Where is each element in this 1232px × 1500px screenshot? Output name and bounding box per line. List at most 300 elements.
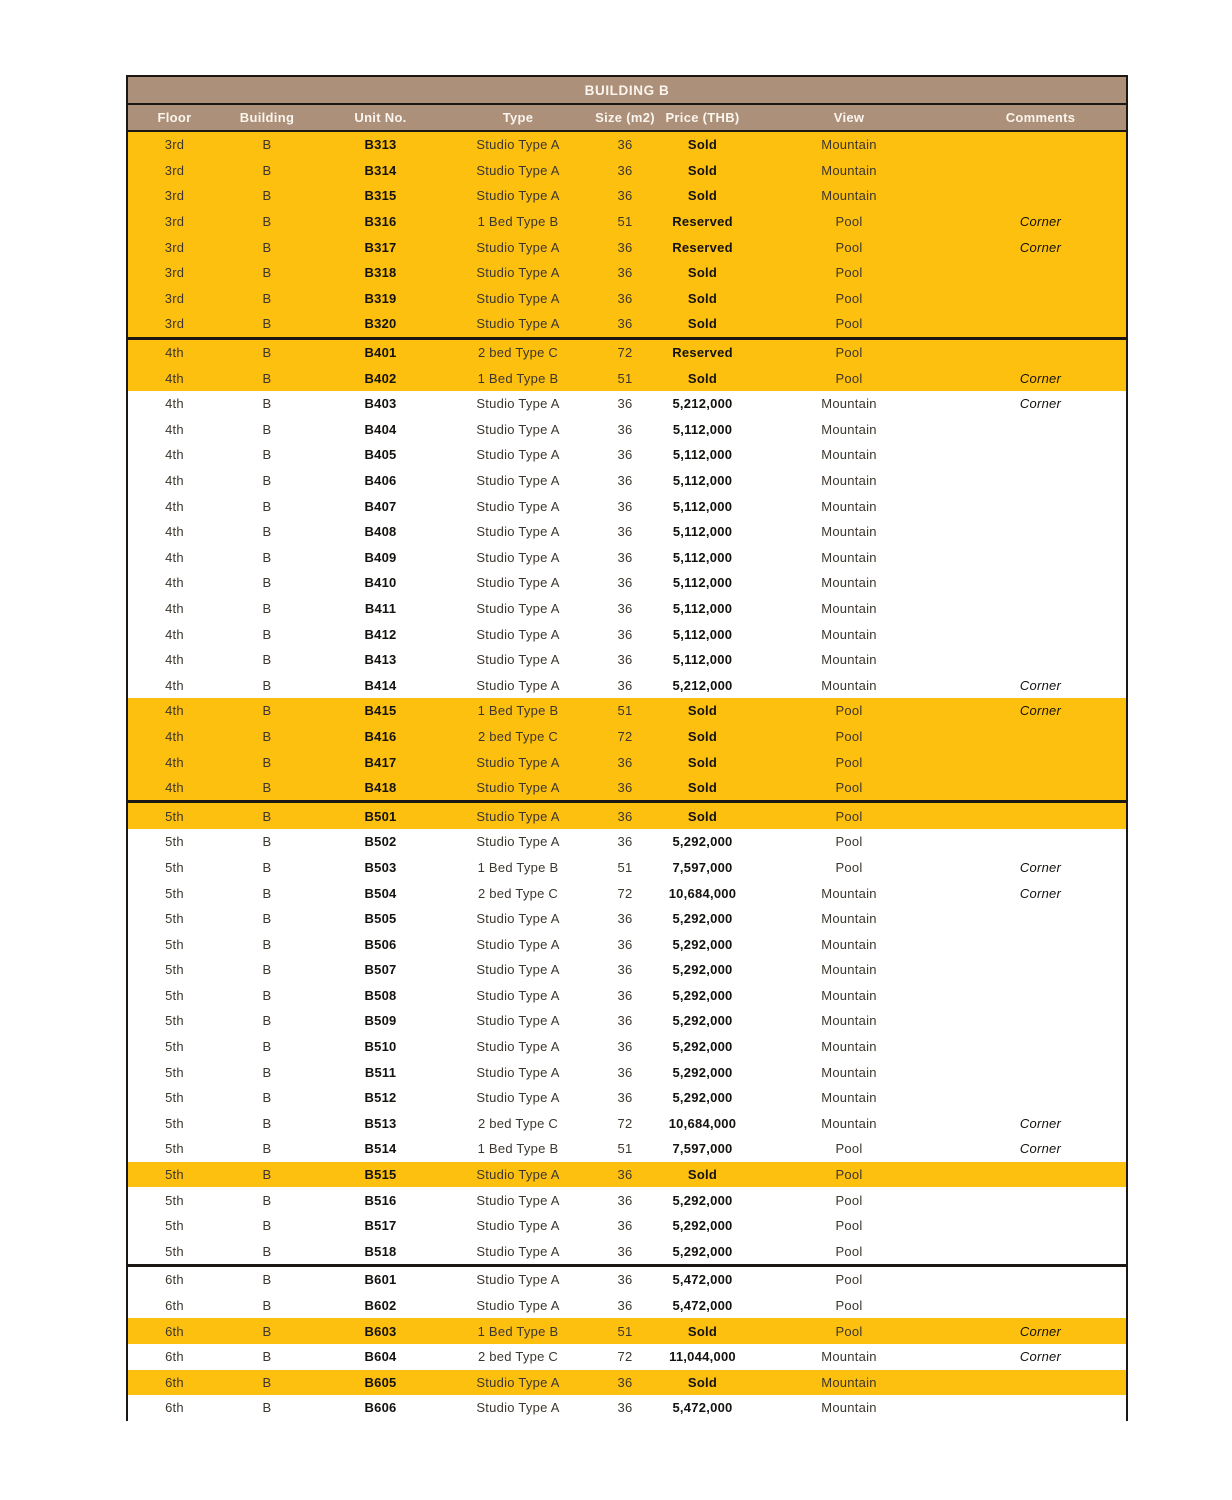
cell-price: 7,597,000 — [672, 859, 733, 875]
cell-unit: B506 — [364, 936, 397, 952]
cell-type: Studio Type A — [476, 162, 560, 178]
cell-comments: Corner — [1019, 1349, 1062, 1365]
cell-floor: 6th — [165, 1349, 184, 1365]
cell-size: 36 — [617, 162, 633, 178]
cell-unit: B410 — [364, 575, 397, 591]
cell-unit: B414 — [364, 677, 397, 693]
cell-floor: 5th — [165, 1218, 184, 1234]
cell-building: B — [262, 345, 272, 361]
cell-unit: B514 — [364, 1141, 397, 1157]
cell-comments: Corner — [1019, 885, 1062, 901]
cell-floor: 4th — [165, 370, 184, 386]
cell-unit: B401 — [364, 345, 397, 361]
cell-type: Studio Type A — [476, 316, 560, 332]
cell-unit: B507 — [364, 962, 397, 978]
cell-type: Studio Type A — [476, 265, 560, 281]
table-row — [128, 698, 1126, 724]
table-row — [128, 519, 1126, 545]
cell-building: B — [262, 936, 272, 952]
cell-size: 36 — [617, 600, 633, 616]
cell-view: Mountain — [821, 1090, 877, 1106]
cell-comments: Corner — [1019, 677, 1062, 693]
cell-size: 36 — [617, 677, 633, 693]
table-row — [128, 1318, 1126, 1344]
cell-type: Studio Type A — [476, 290, 560, 306]
table-row — [128, 493, 1126, 519]
cell-size: 36 — [617, 1039, 633, 1055]
cell-price: Reserved — [672, 345, 733, 361]
cell-floor: 4th — [165, 754, 184, 770]
cell-size: 36 — [617, 1064, 633, 1080]
cell-floor: 4th — [165, 677, 184, 693]
column-header-size: Size (m2) — [595, 110, 655, 125]
table-row — [128, 829, 1126, 855]
cell-price: Sold — [687, 137, 718, 153]
cell-view: Mountain — [821, 885, 877, 901]
cell-building: B — [262, 780, 272, 796]
cell-price: 5,112,000 — [672, 498, 733, 514]
cell-unit: B516 — [364, 1192, 397, 1208]
cell-type: 1 Bed Type B — [477, 214, 559, 230]
table-row — [128, 931, 1126, 957]
cell-size: 72 — [617, 1349, 633, 1365]
cell-building: B — [262, 524, 272, 540]
table-row — [128, 775, 1126, 801]
cell-building: B — [262, 575, 272, 591]
cell-type: Studio Type A — [476, 834, 560, 850]
cell-unit: B319 — [364, 290, 397, 306]
cell-unit: B404 — [364, 421, 397, 437]
cell-type: Studio Type A — [476, 498, 560, 514]
cell-floor: 3rd — [164, 162, 185, 178]
cell-floor: 5th — [165, 1167, 184, 1183]
cell-view: Mountain — [821, 911, 877, 927]
cell-type: Studio Type A — [476, 1167, 560, 1183]
cell-unit: B403 — [364, 396, 397, 412]
cell-view: Pool — [835, 345, 863, 361]
cell-building: B — [262, 1400, 272, 1416]
cell-unit: B402 — [364, 370, 397, 386]
cell-view: Pool — [835, 1167, 863, 1183]
table-row — [128, 468, 1126, 494]
cell-type: Studio Type A — [476, 780, 560, 796]
cell-price: 10,684,000 — [668, 885, 737, 901]
cell-unit: B320 — [364, 316, 397, 332]
cell-size: 51 — [617, 214, 633, 230]
column-header-view: View — [833, 110, 865, 125]
table-row — [128, 1034, 1126, 1060]
cell-comments: Corner — [1019, 239, 1062, 255]
cell-unit: B511 — [364, 1064, 397, 1080]
cell-size: 36 — [617, 1090, 633, 1106]
table-row — [128, 983, 1126, 1009]
cell-floor: 5th — [165, 987, 184, 1003]
cell-view: Mountain — [821, 626, 877, 642]
cell-floor: 5th — [165, 1141, 184, 1157]
cell-floor: 5th — [165, 1064, 184, 1080]
cell-view: Pool — [835, 1243, 863, 1259]
cell-price: 5,112,000 — [672, 473, 733, 489]
cell-building: B — [262, 1192, 272, 1208]
cell-price: Sold — [687, 188, 718, 204]
cell-price: 5,112,000 — [672, 421, 733, 437]
table-row — [128, 957, 1126, 983]
cell-view: Mountain — [821, 962, 877, 978]
cell-building: B — [262, 834, 272, 850]
cell-floor: 5th — [165, 808, 184, 824]
cell-floor: 5th — [165, 834, 184, 850]
cell-building: B — [262, 396, 272, 412]
cell-price: 5,292,000 — [672, 936, 733, 952]
cell-size: 36 — [617, 1218, 633, 1234]
cell-building: B — [262, 677, 272, 693]
cell-unit: B605 — [364, 1374, 397, 1390]
cell-comments: Corner — [1019, 370, 1062, 386]
cell-size: 51 — [617, 370, 633, 386]
column-header-type: Type — [502, 110, 534, 125]
cell-unit: B505 — [364, 911, 397, 927]
cell-size: 51 — [617, 703, 633, 719]
cell-price: 5,112,000 — [672, 626, 733, 642]
table-row — [128, 906, 1126, 932]
cell-building: B — [262, 600, 272, 616]
cell-building: B — [262, 626, 272, 642]
cell-size: 36 — [617, 780, 633, 796]
cell-price: Sold — [687, 1374, 718, 1390]
cell-view: Mountain — [821, 524, 877, 540]
table-title-bar — [128, 77, 1126, 105]
cell-building: B — [262, 421, 272, 437]
table-row — [128, 1187, 1126, 1213]
cell-view: Pool — [835, 1272, 863, 1288]
cell-type: Studio Type A — [476, 549, 560, 565]
table-row — [128, 209, 1126, 235]
cell-floor: 3rd — [164, 239, 185, 255]
cell-size: 36 — [617, 1013, 633, 1029]
cell-building: B — [262, 316, 272, 332]
cell-floor: 4th — [165, 524, 184, 540]
cell-comments: Corner — [1019, 396, 1062, 412]
cell-floor: 3rd — [164, 290, 185, 306]
cell-view: Mountain — [821, 473, 877, 489]
table-row — [128, 337, 1126, 366]
table-row — [128, 1085, 1126, 1111]
cell-view: Pool — [835, 1298, 863, 1314]
cell-price: 5,112,000 — [672, 524, 733, 540]
table-row — [128, 880, 1126, 906]
cell-price: 5,112,000 — [672, 549, 733, 565]
cell-view: Mountain — [821, 575, 877, 591]
cell-price: Sold — [687, 754, 718, 770]
cell-price: Sold — [687, 808, 718, 824]
cell-unit: B502 — [364, 834, 397, 850]
cell-type: Studio Type A — [476, 936, 560, 952]
table-row — [128, 800, 1126, 829]
cell-view: Pool — [835, 728, 863, 744]
table-row — [128, 1264, 1126, 1293]
cell-price: 5,212,000 — [672, 396, 733, 412]
cell-type: 1 Bed Type B — [477, 703, 559, 719]
table-row — [128, 672, 1126, 698]
cell-price: 5,292,000 — [672, 1064, 733, 1080]
cell-size: 72 — [617, 345, 633, 361]
cell-size: 36 — [617, 936, 633, 952]
cell-building: B — [262, 498, 272, 514]
cell-view: Mountain — [821, 936, 877, 952]
cell-price: Sold — [687, 162, 718, 178]
table-row — [128, 855, 1126, 881]
cell-floor: 4th — [165, 345, 184, 361]
table-row — [128, 1136, 1126, 1162]
cell-size: 36 — [617, 808, 633, 824]
cell-floor: 3rd — [164, 137, 185, 153]
cell-view: Mountain — [821, 1349, 877, 1365]
cell-floor: 4th — [165, 703, 184, 719]
cell-unit: B510 — [364, 1039, 397, 1055]
cell-type: Studio Type A — [476, 524, 560, 540]
cell-price: 7,597,000 — [672, 1141, 733, 1157]
cell-floor: 5th — [165, 1090, 184, 1106]
cell-building: B — [262, 1090, 272, 1106]
cell-view: Pool — [835, 859, 863, 875]
cell-type: Studio Type A — [476, 396, 560, 412]
cell-comments: Corner — [1019, 703, 1062, 719]
cell-type: 2 bed Type C — [477, 728, 559, 744]
cell-price: 5,472,000 — [672, 1272, 733, 1288]
table-row — [128, 596, 1126, 622]
cell-floor: 4th — [165, 549, 184, 565]
cell-view: Mountain — [821, 1374, 877, 1390]
table-row — [128, 1111, 1126, 1137]
cell-size: 36 — [617, 754, 633, 770]
cell-unit: B518 — [364, 1243, 397, 1259]
cell-size: 72 — [617, 885, 633, 901]
cell-view: Mountain — [821, 1039, 877, 1055]
cell-size: 36 — [617, 962, 633, 978]
cell-view: Mountain — [821, 421, 877, 437]
cell-price: 5,472,000 — [672, 1400, 733, 1416]
cell-size: 72 — [617, 728, 633, 744]
cell-type: Studio Type A — [476, 1064, 560, 1080]
cell-building: B — [262, 137, 272, 153]
cell-type: Studio Type A — [476, 652, 560, 668]
cell-view: Pool — [835, 1218, 863, 1234]
cell-type: Studio Type A — [476, 1243, 560, 1259]
table-row — [128, 391, 1126, 417]
cell-size: 36 — [617, 549, 633, 565]
cell-unit: B408 — [364, 524, 397, 540]
cell-type: Studio Type A — [476, 447, 560, 463]
cell-unit: B407 — [364, 498, 397, 514]
cell-view: Mountain — [821, 1400, 877, 1416]
cell-price: 5,292,000 — [672, 1243, 733, 1259]
cell-building: B — [262, 1374, 272, 1390]
column-header-floor: Floor — [157, 110, 192, 125]
cell-unit: B413 — [364, 652, 397, 668]
cell-floor: 5th — [165, 1115, 184, 1131]
cell-type: Studio Type A — [476, 1272, 560, 1288]
cell-unit: B513 — [364, 1115, 397, 1131]
cell-building: B — [262, 1064, 272, 1080]
cell-floor: 6th — [165, 1272, 184, 1288]
cell-floor: 6th — [165, 1374, 184, 1390]
cell-size: 36 — [617, 473, 633, 489]
cell-type: Studio Type A — [476, 239, 560, 255]
cell-view: Pool — [835, 703, 863, 719]
cell-building: B — [262, 859, 272, 875]
cell-price: Sold — [687, 728, 718, 744]
cell-building: B — [262, 754, 272, 770]
cell-floor: 5th — [165, 911, 184, 927]
cell-type: Studio Type A — [476, 626, 560, 642]
cell-building: B — [262, 447, 272, 463]
cell-price: 5,112,000 — [672, 575, 733, 591]
cell-type: Studio Type A — [476, 421, 560, 437]
cell-floor: 4th — [165, 652, 184, 668]
cell-price: 11,044,000 — [669, 1349, 736, 1365]
cell-unit: B515 — [364, 1167, 397, 1183]
cell-size: 36 — [617, 316, 633, 332]
cell-floor: 6th — [165, 1400, 184, 1416]
cell-unit: B415 — [364, 703, 397, 719]
cell-building: B — [262, 290, 272, 306]
cell-building: B — [262, 1323, 272, 1339]
cell-unit: B604 — [364, 1349, 397, 1365]
cell-view: Pool — [835, 808, 863, 824]
cell-building: B — [262, 962, 272, 978]
cell-price: 5,112,000 — [672, 447, 733, 463]
cell-unit: B509 — [364, 1013, 397, 1029]
cell-unit: B416 — [364, 728, 397, 744]
table-row — [128, 158, 1126, 184]
table-row — [128, 260, 1126, 286]
cell-size: 36 — [617, 265, 633, 281]
table-row — [128, 1059, 1126, 1085]
cell-unit: B517 — [364, 1218, 397, 1234]
cell-comments: Corner — [1019, 1323, 1062, 1339]
cell-price: 5,292,000 — [672, 1218, 733, 1234]
cell-unit: B512 — [364, 1090, 397, 1106]
cell-floor: 4th — [165, 626, 184, 642]
cell-type: Studio Type A — [476, 677, 560, 693]
cell-size: 36 — [617, 1298, 633, 1314]
cell-price: Sold — [687, 316, 718, 332]
cell-unit: B406 — [364, 473, 397, 489]
cell-floor: 5th — [165, 1243, 184, 1259]
cell-size: 36 — [617, 987, 633, 1003]
cell-floor: 4th — [165, 780, 184, 796]
table-header-row — [128, 105, 1126, 132]
cell-unit: B503 — [364, 859, 397, 875]
cell-price: Sold — [687, 265, 718, 281]
cell-building: B — [262, 370, 272, 386]
cell-building: B — [262, 728, 272, 744]
cell-type: Studio Type A — [476, 1192, 560, 1208]
cell-unit: B315 — [364, 188, 397, 204]
table-row — [128, 132, 1126, 158]
cell-building: B — [262, 652, 272, 668]
table-row — [128, 365, 1126, 391]
cell-size: 36 — [617, 1374, 633, 1390]
cell-view: Mountain — [821, 188, 877, 204]
cell-type: Studio Type A — [476, 1374, 560, 1390]
cell-view: Mountain — [821, 162, 877, 178]
cell-size: 36 — [617, 447, 633, 463]
cell-size: 36 — [617, 1167, 633, 1183]
cell-price: 5,292,000 — [672, 962, 733, 978]
table-row — [128, 1370, 1126, 1396]
cell-building: B — [262, 1272, 272, 1288]
cell-size: 36 — [617, 396, 633, 412]
column-header-comments: Comments — [1005, 110, 1076, 125]
cell-floor: 5th — [165, 936, 184, 952]
cell-building: B — [262, 214, 272, 230]
cell-building: B — [262, 1218, 272, 1234]
cell-size: 36 — [617, 911, 633, 927]
cell-price: Sold — [687, 780, 718, 796]
cell-unit: B501 — [364, 808, 397, 824]
building-b-table — [126, 75, 1128, 1421]
cell-type: Studio Type A — [476, 808, 560, 824]
cell-size: 36 — [617, 834, 633, 850]
table-row — [128, 545, 1126, 571]
cell-type: Studio Type A — [476, 754, 560, 770]
cell-view: Mountain — [821, 987, 877, 1003]
cell-floor: 3rd — [164, 265, 185, 281]
cell-unit: B411 — [364, 600, 397, 616]
cell-type: Studio Type A — [476, 1090, 560, 1106]
cell-comments: Corner — [1019, 859, 1062, 875]
cell-building: B — [262, 911, 272, 927]
table-row — [128, 286, 1126, 312]
cell-size: 51 — [617, 1141, 633, 1157]
cell-unit: B601 — [364, 1272, 397, 1288]
cell-building: B — [262, 1115, 272, 1131]
cell-unit: B602 — [364, 1298, 397, 1314]
cell-unit: B317 — [364, 239, 397, 255]
cell-unit: B412 — [364, 626, 397, 642]
cell-type: Studio Type A — [476, 911, 560, 927]
cell-comments: Corner — [1019, 1141, 1062, 1157]
cell-type: 1 Bed Type B — [477, 370, 559, 386]
cell-type: Studio Type A — [476, 987, 560, 1003]
cell-floor: 4th — [165, 421, 184, 437]
cell-view: Mountain — [821, 677, 877, 693]
cell-price: 5,292,000 — [672, 911, 733, 927]
cell-building: B — [262, 1243, 272, 1259]
cell-comments: Corner — [1019, 214, 1062, 230]
cell-floor: 5th — [165, 885, 184, 901]
cell-building: B — [262, 703, 272, 719]
cell-type: 1 Bed Type B — [477, 859, 559, 875]
table-body — [128, 132, 1126, 1421]
cell-type: 2 bed Type C — [477, 885, 559, 901]
column-header-unit-no: Unit No. — [354, 110, 407, 125]
cell-type: Studio Type A — [476, 1039, 560, 1055]
cell-view: Pool — [835, 214, 863, 230]
cell-type: 1 Bed Type B — [477, 1141, 559, 1157]
cell-building: B — [262, 549, 272, 565]
cell-floor: 5th — [165, 962, 184, 978]
cell-price: 5,112,000 — [672, 600, 733, 616]
cell-building: B — [262, 1013, 272, 1029]
cell-price: Sold — [687, 1323, 718, 1339]
cell-building: B — [262, 1167, 272, 1183]
cell-unit: B409 — [364, 549, 397, 565]
table-row — [128, 417, 1126, 443]
cell-floor: 4th — [165, 498, 184, 514]
cell-unit: B314 — [364, 162, 397, 178]
